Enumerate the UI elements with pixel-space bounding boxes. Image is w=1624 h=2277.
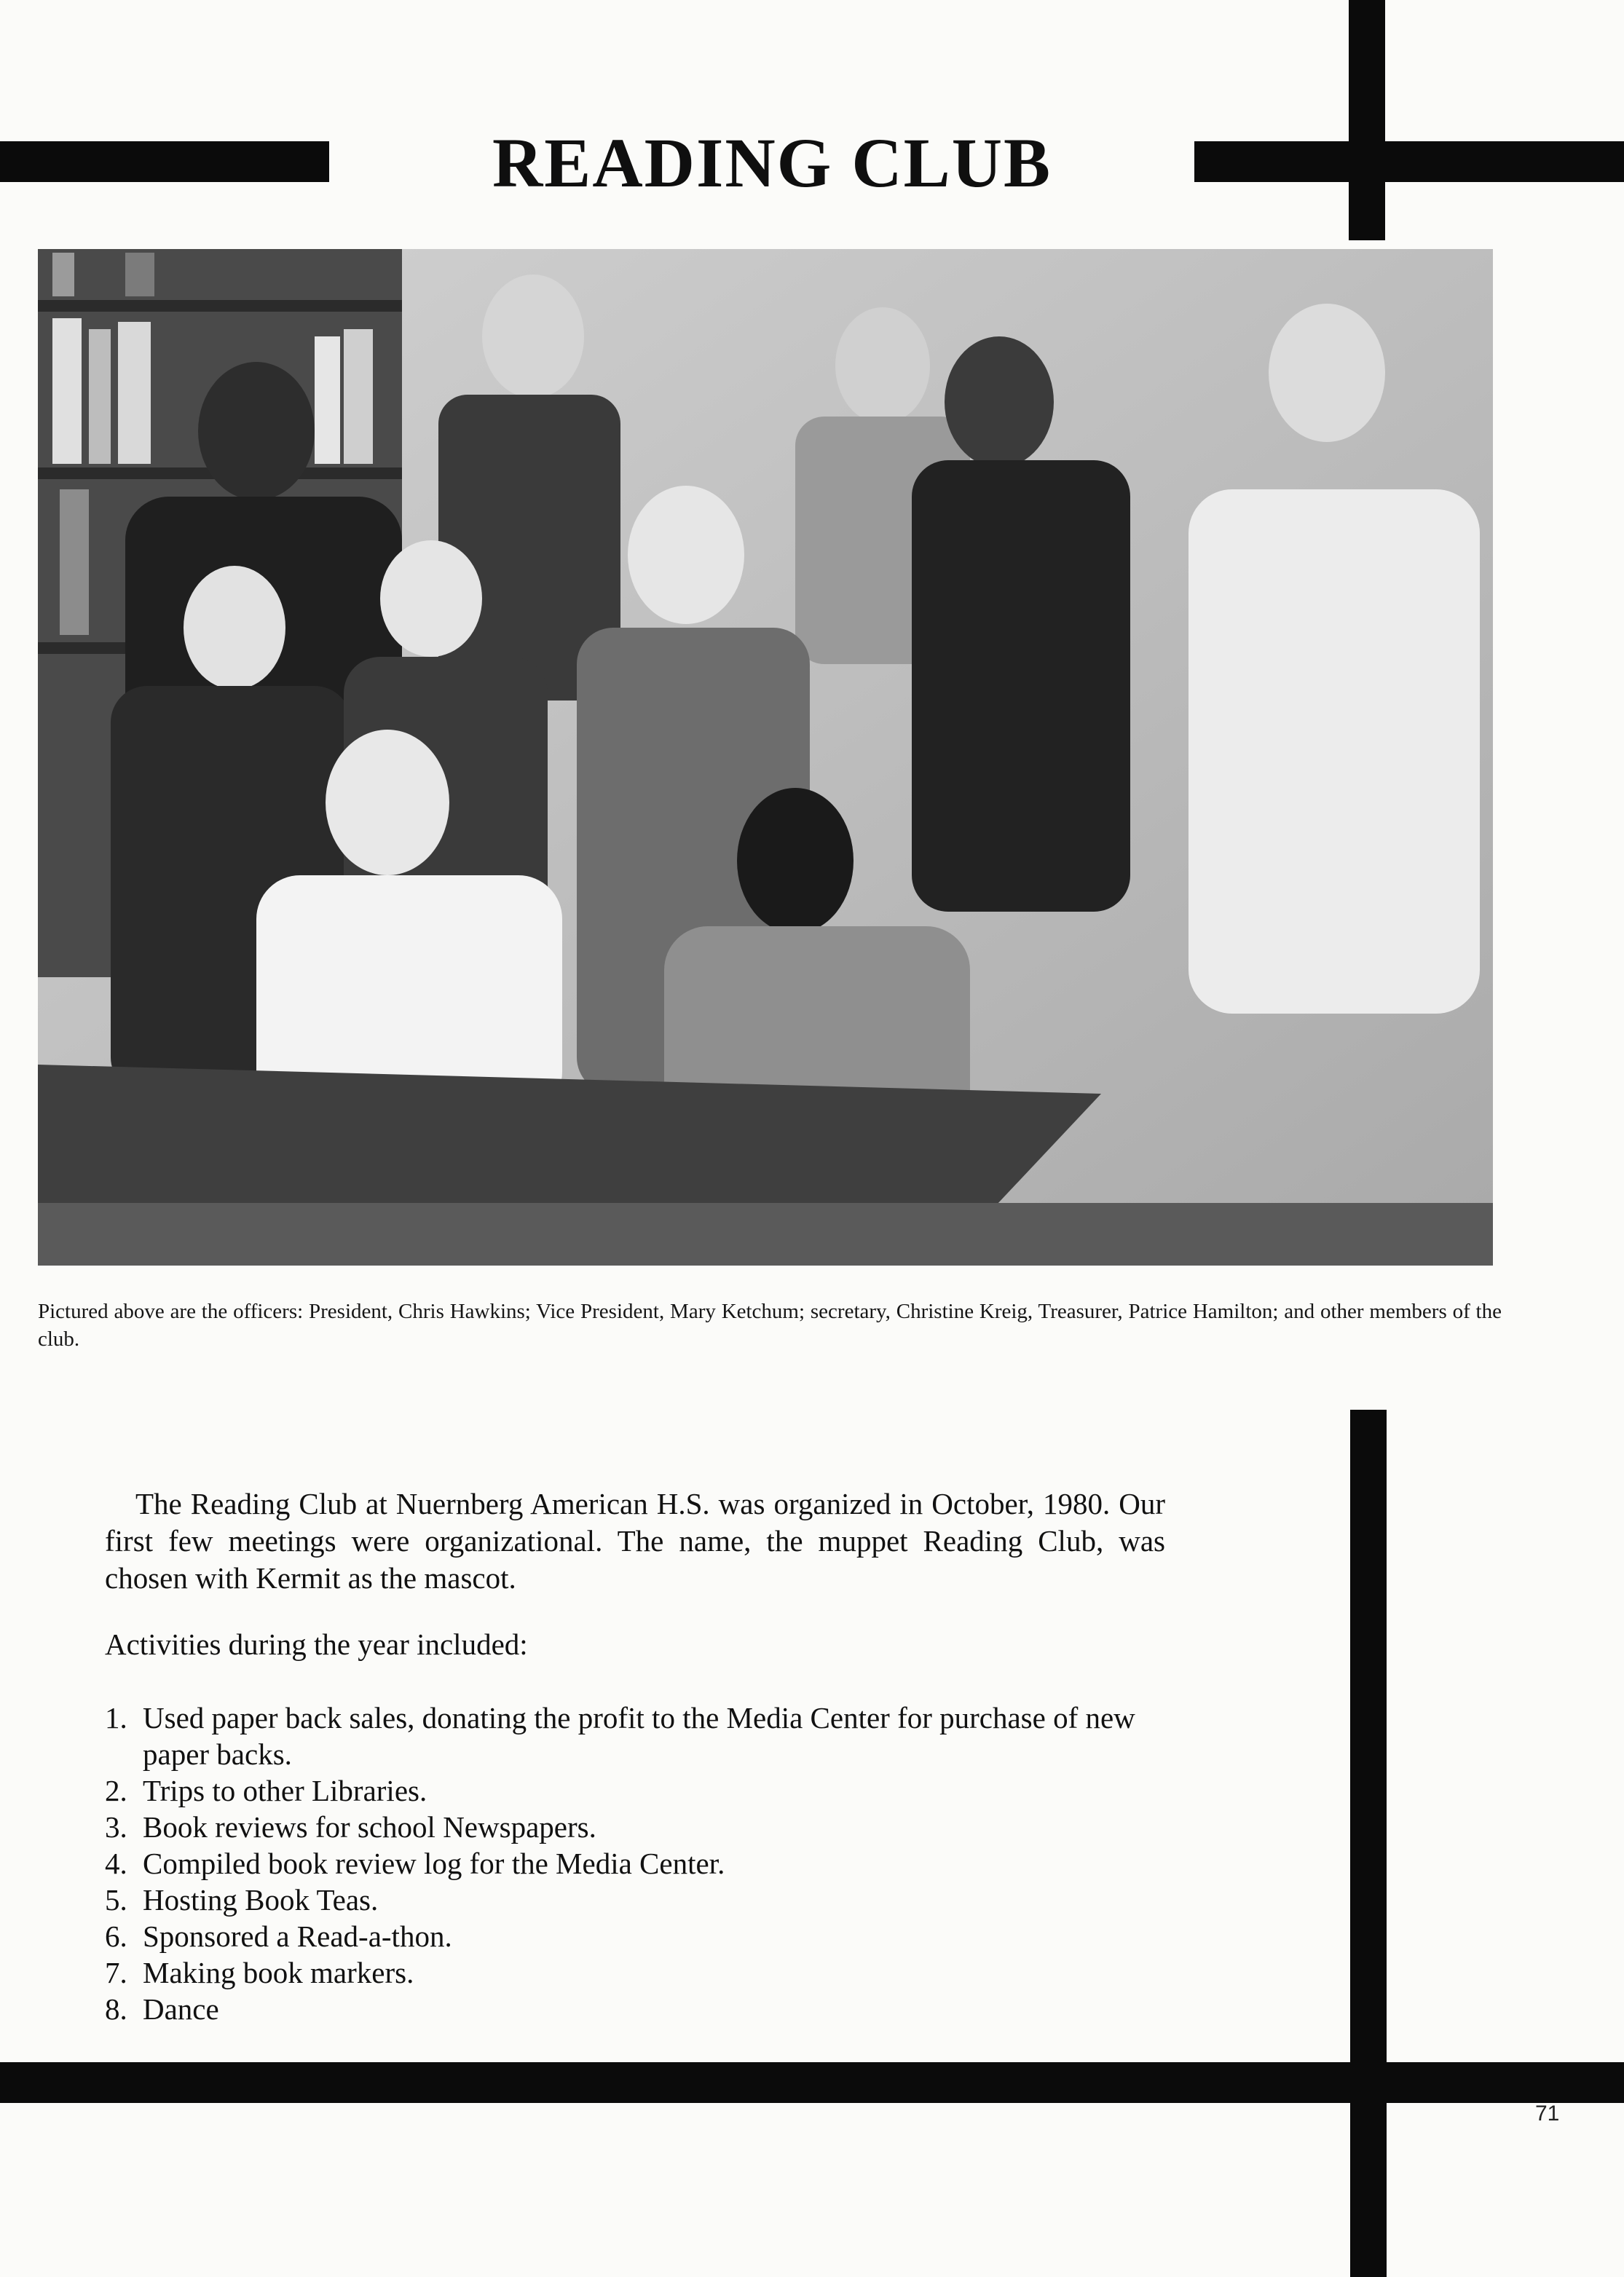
list-item: 1. Used paper back sales, donating the profit to the Media Center for purchase of new paper backs. xyxy=(105,1701,1135,1771)
list-item: 7. Making book markers. xyxy=(105,1956,414,1989)
article-body xyxy=(105,1485,1165,2027)
list-item: 3. Book reviews for school Newspapers. xyxy=(105,1810,596,1844)
list-item: 6. Sponsored a Read-a-thon. xyxy=(105,1919,452,1953)
list-item: 4. Compiled book review log for the Media Center. xyxy=(105,1847,725,1880)
list-item: 2. Trips to other Libraries. xyxy=(105,1774,427,1807)
photo-caption: Pictured above are the officers: President, Chris Hawkins; Vice President, Mary Ketchum; secretary, Christine Kreig, Treasurer, Patrice Hamilton; and other members of the club. xyxy=(38,1300,1502,1351)
page-number: 71 xyxy=(1535,2102,1560,2126)
top-left-header-bar xyxy=(0,141,329,182)
page-title: READING CLUB xyxy=(492,124,1052,202)
right-vertical-bar xyxy=(1350,1410,1387,2277)
activities-heading: Activities during the year included: xyxy=(105,1627,528,1661)
list-item: 8. Dance xyxy=(105,1992,219,2026)
club-group-photo xyxy=(38,249,1493,1266)
activity-list xyxy=(105,1700,1165,2027)
top-right-header-bar xyxy=(1194,141,1624,182)
bottom-horizontal-bar xyxy=(0,2062,1624,2103)
list-item: 5. Hosting Book Teas. xyxy=(105,1883,379,1917)
intro-paragraph: The Reading Club at Nuernberg American H.S. was organized in October, 1980. Our first few meetings were organizational. The name, the muppet Reading Club, was chosen with Kermit as the mascot. xyxy=(105,1487,1165,1595)
top-right-vertical-bar xyxy=(1349,0,1385,240)
